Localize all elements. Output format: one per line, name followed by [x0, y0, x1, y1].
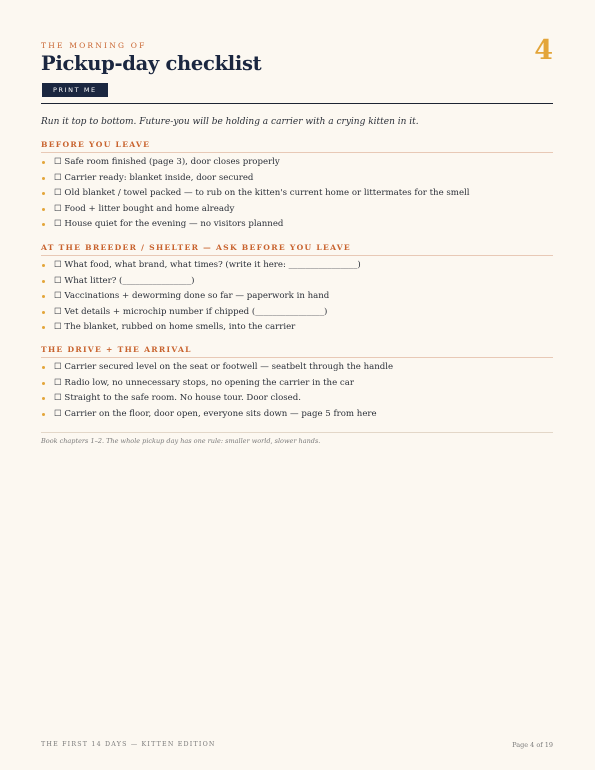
- bullet-dot-icon: [42, 161, 45, 164]
- checklist-item-label: ☐ What litter? (________________): [54, 275, 195, 286]
- checklist-item-label: ☐ Vaccinations + deworming done so far — paperwork in hand: [54, 291, 330, 301]
- print-button[interactable]: PRINT ME: [42, 83, 108, 97]
- checklist-item-label: ☐ The blanket, rubbed on home smells, into the carrier: [54, 322, 296, 332]
- checklist-item[interactable]: [41, 407, 553, 423]
- checklist-item-label: ☐ Old blanket / towel packed — to rub on the kitten's current home or littermates for the smell: [54, 188, 470, 198]
- bullet-dot-icon: [42, 326, 45, 329]
- checklist-item-label: ☐ Carrier ready: blanket inside, door secured: [54, 172, 254, 183]
- checklist-item-label: ☐ Radio low, no unnecessary stops, no opening the carrier in the car: [54, 377, 354, 388]
- intro-text: Run it top to bottom. Future-you will be holding a carrier with a crying kitten in it.: [41, 117, 419, 127]
- checklist-item-label: ☐ House quiet for the evening — no visitors planned: [54, 219, 284, 229]
- section-heading-before-you-leave: BEFORE YOU LEAVE: [41, 140, 553, 153]
- bullet-dot-icon: [42, 397, 45, 400]
- checklist-item[interactable]: [41, 305, 553, 321]
- footer-book-title: THE FIRST 14 DAYS — KITTEN EDITION: [41, 741, 216, 748]
- checklist-item[interactable]: [41, 391, 553, 407]
- checklist-item[interactable]: [41, 171, 553, 187]
- section-list-before-you-leave: [41, 155, 553, 233]
- bullet-dot-icon: [42, 366, 45, 369]
- checklist-item-label: ☐ What food, what brand, what times? (write it here: ________________): [54, 260, 361, 270]
- eyebrow-label: THE MORNING OF: [41, 41, 147, 50]
- checklist-item[interactable]: [41, 376, 553, 392]
- bullet-dot-icon: [42, 382, 45, 385]
- footnote-divider: [41, 432, 553, 433]
- checklist-item-label: ☐ Safe room finished (page 3), door closes properly: [54, 157, 280, 167]
- section-heading-drive-and-arrival: THE DRIVE + THE ARRIVAL: [41, 345, 553, 358]
- page-title: Pickup-day checklist: [41, 52, 262, 75]
- bullet-dot-icon: [42, 311, 45, 314]
- checklist-item-label: ☐ Food + litter bought and home already: [54, 203, 235, 214]
- checklist-item[interactable]: [41, 202, 553, 218]
- checklist-item-label: ☐ Vet details + microchip number if chipped (________________): [54, 306, 328, 317]
- checklist-item[interactable]: [41, 289, 553, 305]
- footer-page-count: Page 4 of 19: [512, 741, 553, 749]
- bullet-dot-icon: [42, 177, 45, 180]
- bullet-dot-icon: [42, 208, 45, 211]
- checklist-item-label: ☐ Straight to the safe room. No house tour. Door closed.: [54, 393, 301, 403]
- header-divider: [41, 103, 553, 104]
- checklist-item[interactable]: [41, 274, 553, 290]
- section-list-drive-and-arrival: [41, 360, 553, 422]
- checklist-item[interactable]: [41, 320, 553, 336]
- checklist-item[interactable]: [41, 155, 553, 171]
- section-heading-at-the-breeder: AT THE BREEDER / SHELTER — ASK BEFORE YOU LEAVE: [41, 243, 553, 256]
- checklist-item-label: ☐ Carrier on the floor, door open, everyone sits down — page 5 from here: [54, 408, 377, 419]
- checklist-item-label: ☐ Carrier secured level on the seat or footwell — seatbelt through the handle: [54, 362, 394, 372]
- checklist-item[interactable]: [41, 360, 553, 376]
- checklist-item[interactable]: [41, 258, 553, 274]
- bullet-dot-icon: [42, 280, 45, 283]
- bullet-dot-icon: [42, 295, 45, 298]
- bullet-dot-icon: [42, 223, 45, 226]
- checklist-item[interactable]: [41, 186, 553, 202]
- page-number-badge: 4: [534, 35, 553, 66]
- checklist-page: [41, 0, 553, 770]
- bullet-dot-icon: [42, 192, 45, 195]
- bullet-dot-icon: [42, 264, 45, 267]
- footnote-text: Book chapters 1–2. The whole pickup day has one rule: smaller world, slower hands.: [41, 437, 321, 445]
- checklist-item[interactable]: [41, 217, 553, 233]
- bullet-dot-icon: [42, 413, 45, 416]
- section-list-at-the-breeder: [41, 258, 553, 336]
